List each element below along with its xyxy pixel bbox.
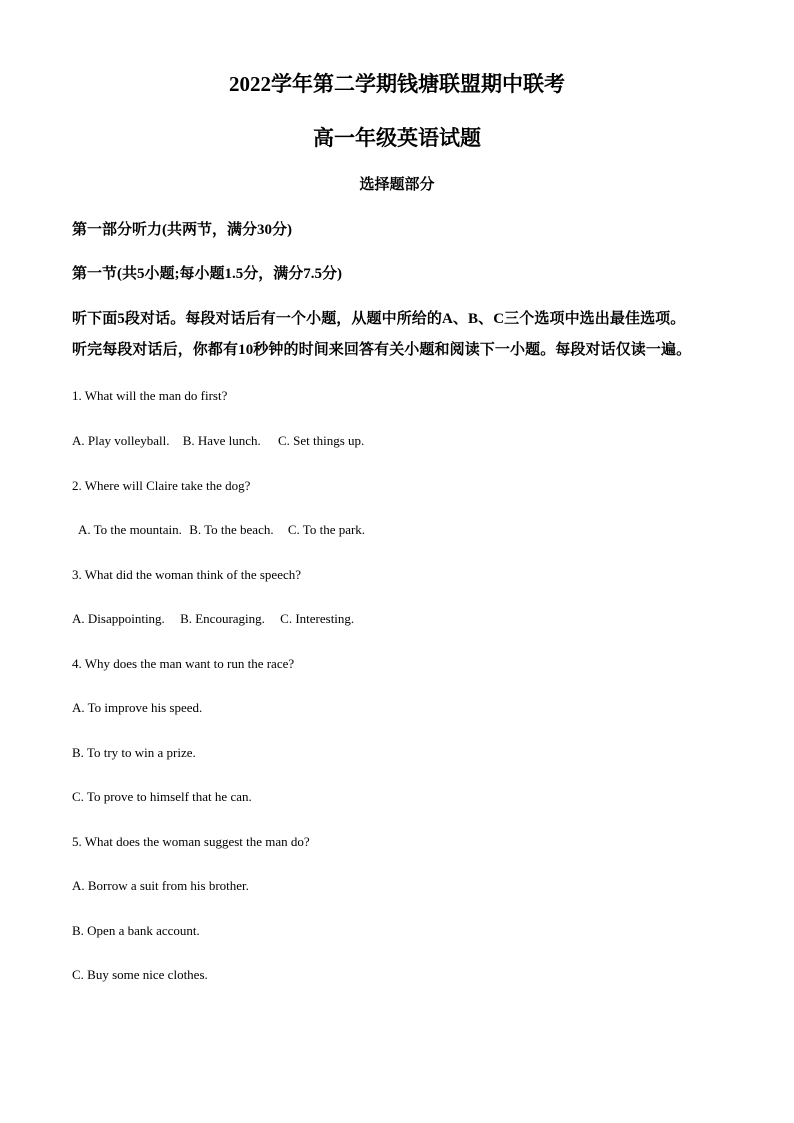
- question-1-option-a: A. Play volleyball.: [72, 433, 170, 448]
- question-2: 2. Where will Claire take the dog?: [72, 478, 251, 493]
- part1-heading: 第一部分听力(共两节，满分30分): [72, 222, 292, 238]
- question-3-option-c: C. Interesting.: [280, 611, 355, 626]
- question-4-option-b: B. To try to win a prize.: [72, 745, 196, 760]
- question-3-option-b: B. Encouraging.: [180, 611, 265, 626]
- question-5-option-a: A. Borrow a suit from his brother.: [72, 878, 249, 893]
- question-4-option-c: C. To prove to himself that he can.: [72, 789, 252, 804]
- question-2-option-b: B. To the beach.: [189, 522, 274, 537]
- question-2-options: [78, 523, 365, 536]
- exam-title: 2022学年第二学期钱塘联盟期中联考: [229, 72, 565, 96]
- question-3-options: [72, 612, 354, 625]
- question-1-options: [72, 434, 364, 447]
- instruction-line-2: 听完每段对话后，你都有10秒钟的时间来回答有关小题和阅读下一小题。每段对话仅读一遍。: [72, 342, 692, 358]
- question-5-option-c: C. Buy some nice clothes.: [72, 967, 208, 982]
- question-5: 5. What does the woman suggest the man do?: [72, 834, 310, 849]
- exam-subtitle: 高一年级英语试题: [313, 126, 481, 150]
- question-4-option-a: A. To improve his speed.: [72, 700, 203, 715]
- instruction-line-1: 听下面5段对话。每段对话后有一个小题，从题中所给的A、B、C三个选项中选出最佳选项。: [72, 311, 686, 327]
- question-4: 4. Why does the man want to run the race?: [72, 656, 295, 671]
- question-3: 3. What did the woman think of the speech?: [72, 567, 302, 582]
- section1-heading: 第一节(共5小题;每小题1.5分，满分7.5分): [72, 266, 342, 282]
- question-1-option-c: C. Set things up.: [277, 433, 365, 448]
- question-3-option-a: A. Disappointing.: [72, 611, 165, 626]
- question-5-option-b: B. Open a bank account.: [72, 923, 200, 938]
- question-2-option-a: A. To the mountain.: [78, 522, 182, 537]
- question-1-option-b: B. Have lunch.: [182, 433, 261, 448]
- question-1: 1. What will the man do first?: [72, 388, 228, 403]
- question-2-option-c: C. To the park.: [287, 522, 366, 537]
- part-label: 选择题部分: [359, 177, 435, 193]
